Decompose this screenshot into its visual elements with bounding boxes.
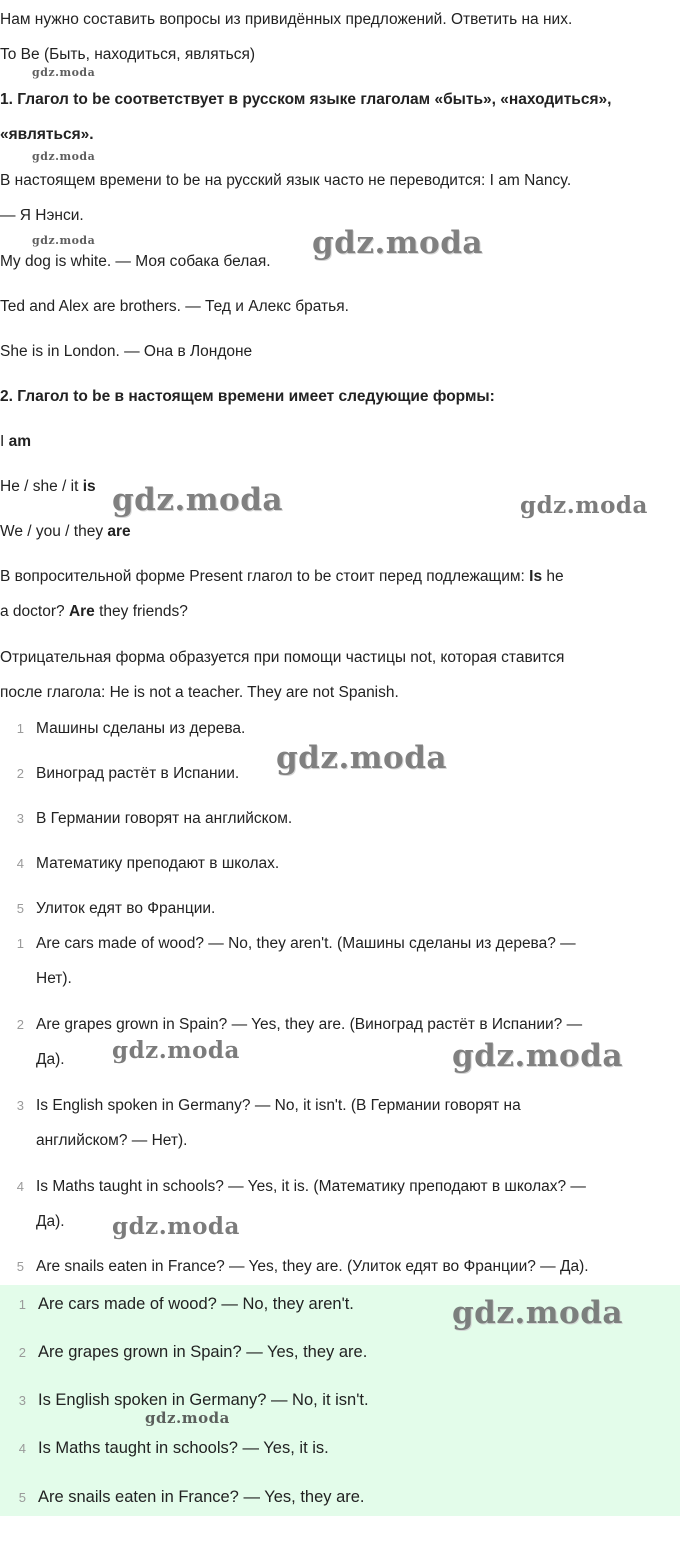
answer-line1: Are grapes grown in Spain? — Yes, they are. (Виноград растёт в Испании? —	[36, 1016, 583, 1033]
final-answer-text: Are grapes grown in Spain? — Yes, they are.	[38, 1343, 368, 1361]
question-form-bold: Is	[529, 568, 543, 585]
question-form-text: they friends?	[94, 603, 188, 620]
watermark: gdz.moda	[312, 225, 483, 261]
list-text: Машины сделаны из дерева.	[36, 720, 246, 737]
watermark: gdz.moda	[452, 1038, 623, 1074]
watermark: gdz.moda	[112, 482, 283, 518]
intro-text: Нам нужно составить вопросы из привидённых предложений. Ответить на них.	[0, 11, 573, 28]
form-we-you-they	[0, 514, 680, 549]
list-number: 3	[16, 1098, 24, 1113]
watermark: gdz.moda	[112, 1037, 240, 1064]
final-answer-text: Is English spoken in Germany? — No, it isn't.	[38, 1391, 369, 1409]
form-pronoun: We / you / they	[0, 523, 108, 540]
watermark: gdz.moda	[452, 1295, 623, 1331]
list-number: 5	[16, 901, 24, 916]
question-form-line2	[0, 594, 680, 629]
example-1: My dog is white. — Моя собака белая.	[0, 253, 271, 270]
list-text: Математику преподают в школах.	[36, 855, 280, 872]
rule2-heading: 2. Глагол to be в настоящем времени имеет следующие формы:	[0, 388, 495, 405]
form-verb: are	[107, 523, 131, 540]
watermark: gdz.moda	[32, 234, 96, 247]
list-text: В Германии говорят на английском.	[36, 810, 293, 827]
final-answer-text: Are snails eaten in France? — Yes, they are.	[38, 1488, 365, 1506]
form-verb: am	[8, 433, 32, 450]
list-number: 4	[16, 856, 24, 871]
rule1-line2: «являться».	[0, 126, 94, 143]
watermark: gdz.moda	[32, 150, 96, 163]
example-2: Ted and Alex are brothers. — Тед и Алекс братья.	[0, 298, 349, 315]
question-form-text: he	[542, 568, 564, 585]
present-note-line2: — Я Нэнси.	[0, 207, 84, 224]
present-note-line1: В настоящем времени to be на русский язык часто не переводится: I am Nancy.	[0, 172, 572, 189]
watermark: gdz.moda	[32, 66, 96, 79]
list-number: 3	[18, 1393, 26, 1408]
form-verb: is	[82, 478, 96, 495]
final-answer-text: Is Maths taught in schools? — Yes, it is.	[38, 1439, 329, 1457]
question-form-text: В вопросительной форме Present глагол to be стоит перед подлежащим:	[0, 568, 530, 585]
answer-line2: Да).	[36, 1213, 65, 1230]
answer-line1: Are snails eaten in France? — Yes, they are. (Улиток едят во Франции? — Да).	[36, 1258, 589, 1275]
list-number: 2	[16, 1017, 24, 1032]
list-number: 1	[18, 1297, 26, 1312]
question-form-bold: Are	[68, 603, 95, 620]
list-number: 5	[18, 1490, 26, 1505]
list-number: 2	[18, 1345, 26, 1360]
list-number: 3	[16, 811, 24, 826]
answer-line1: Is English spoken in Germany? — No, it isn't. (В Германии говорят на	[36, 1097, 521, 1114]
answer-line1: Is Maths taught in schools? — Yes, it is. (Математику преподают в школах? —	[36, 1178, 586, 1195]
question-form-line1	[0, 559, 680, 594]
answer-line2: Нет).	[36, 970, 72, 987]
form-i	[0, 424, 680, 459]
subtitle: To Be (Быть, находиться, являться)	[0, 46, 256, 63]
list-number: 5	[16, 1259, 24, 1274]
question-form-text: a doctor?	[0, 603, 69, 620]
list-number: 1	[16, 721, 24, 736]
negative-form-line1: Отрицательная форма образуется при помощи частицы not, которая ставится	[0, 649, 565, 666]
negative-form-line2: после глагола: He is not a teacher. They are not Spanish.	[0, 684, 399, 701]
answer-line2: Да).	[36, 1051, 65, 1068]
form-pronoun: He / she / it	[0, 478, 83, 495]
example-3: She is in London. — Она в Лондоне	[0, 343, 253, 360]
list-text: Улиток едят во Франции.	[36, 900, 216, 917]
final-answer-text: Are cars made of wood? — No, they aren't.	[38, 1295, 354, 1313]
list-text: Виноград растёт в Испании.	[36, 765, 240, 782]
rule1-line1: 1. Глагол to be соответствует в русском языке глаголам «быть», «находиться»,	[0, 91, 612, 108]
form-pronoun: I	[0, 433, 9, 450]
answer-line2: английском? — Нет).	[36, 1132, 188, 1149]
watermark: gdz.moda	[112, 1213, 240, 1240]
list-number: 4	[16, 1179, 24, 1194]
watermark: gdz.moda	[276, 740, 447, 776]
list-number: 1	[16, 936, 24, 951]
watermark: gdz.moda	[145, 1409, 230, 1427]
list-number: 4	[18, 1441, 26, 1456]
list-number: 2	[16, 766, 24, 781]
watermark: gdz.moda	[520, 492, 648, 519]
answer-line1: Are cars made of wood? — No, they aren't. (Машины сделаны из дерева? —	[36, 935, 576, 952]
